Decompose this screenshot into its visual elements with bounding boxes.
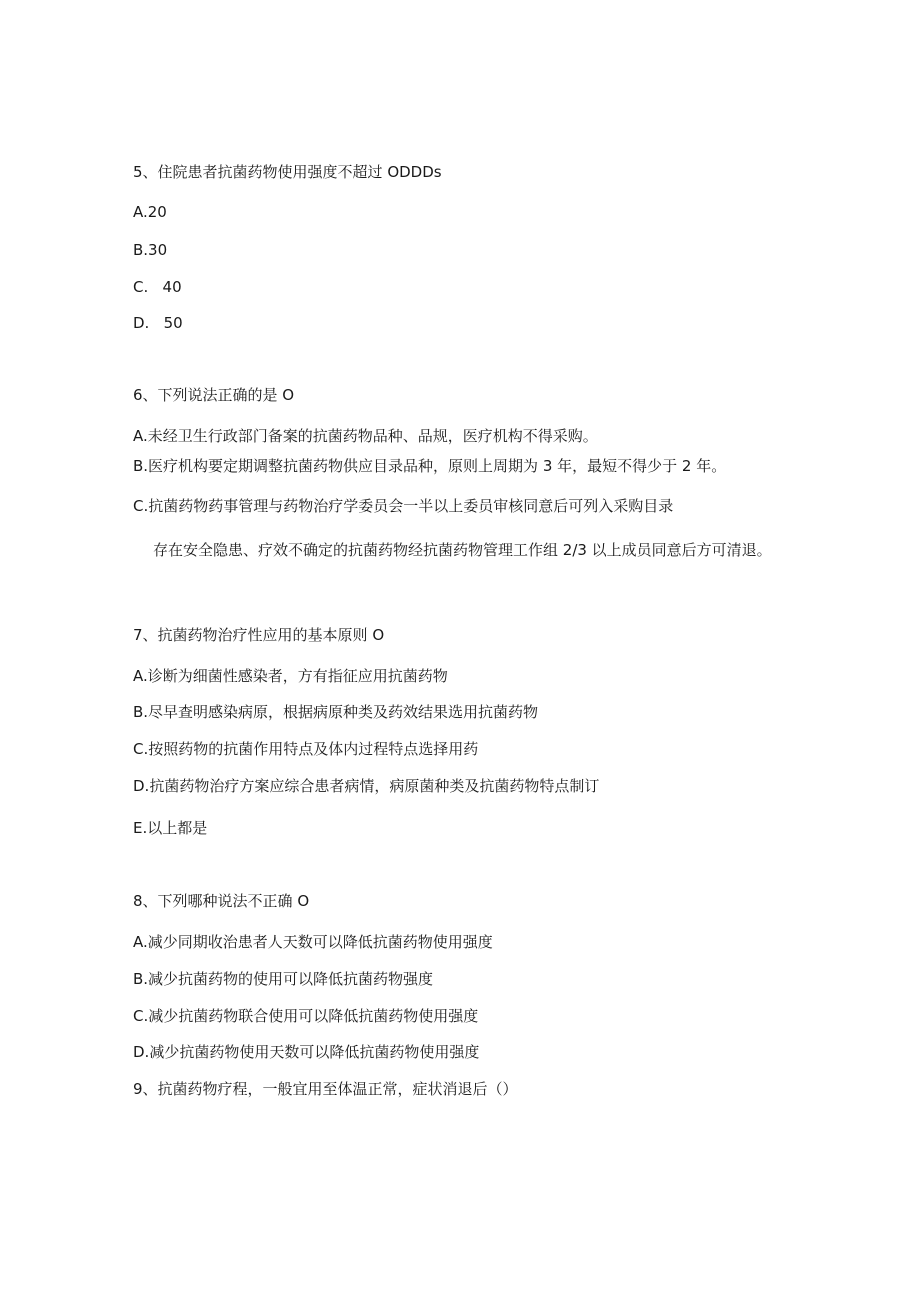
- question-6-option-c: C.抗菌药物药事管理与药物治疗学委员会一半以上委员审核同意后可列入采购目录: [133, 497, 674, 515]
- question-5-option-b: B.30: [133, 241, 168, 259]
- question-6-option-a: A.未经卫生行政部门备案的抗菌药物品种、品规，医疗机构不得采购。: [133, 427, 598, 445]
- question-6-stem: 6、下列说法正确的是 O: [133, 386, 295, 404]
- question-8-option-d: D.减少抗菌药物使用天数可以降低抗菌药物使用强度: [133, 1043, 480, 1061]
- question-7-option-d: D.抗菌药物治疗方案应综合患者病情，病原菌种类及抗菌药物特点制订: [133, 777, 600, 795]
- question-9-stem: 9、抗菌药物疗程，一般宜用至体温正常，症状消退后（）: [133, 1080, 518, 1098]
- question-5-option-a: A.20: [133, 203, 167, 221]
- question-8-option-b: B.减少抗菌药物的使用可以降低抗菌药物强度: [133, 970, 434, 988]
- question-6-paragraph: 存在安全隐患、疗效不确定的抗菌药物经抗菌药物管理工作组 2/3 以上成员同意后方可清退。: [153, 541, 772, 559]
- question-7-stem: 7、抗菌药物治疗性应用的基本原则 O: [133, 626, 385, 644]
- question-8-option-a: A.减少同期收治患者人天数可以降低抗菌药物使用强度: [133, 933, 493, 951]
- question-7-option-c: C.按照药物的抗菌作用特点及体内过程特点选择用药: [133, 740, 479, 758]
- question-5-stem: 5、住院患者抗菌药物使用强度不超过 ODDDs: [133, 163, 442, 181]
- question-5-option-c: C. 40: [133, 278, 182, 296]
- question-7-option-a: A.诊断为细菌性感染者，方有指征应用抗菌药物: [133, 667, 448, 685]
- question-5-option-d: D. 50: [133, 314, 183, 332]
- question-6-option-b: B.医疗机构要定期调整抗菌药物供应目录品种，原则上周期为 3 年，最短不得少于 2 年。: [133, 457, 727, 475]
- question-8-stem: 8、下列哪种说法不正确 O: [133, 892, 310, 910]
- question-7-option-b: B.尽早查明感染病原，根据病原种类及药效结果选用抗菌药物: [133, 703, 539, 721]
- question-8-option-c: C.减少抗菌药物联合使用可以降低抗菌药物使用强度: [133, 1007, 479, 1025]
- question-7-option-e: E.以上都是: [133, 819, 208, 837]
